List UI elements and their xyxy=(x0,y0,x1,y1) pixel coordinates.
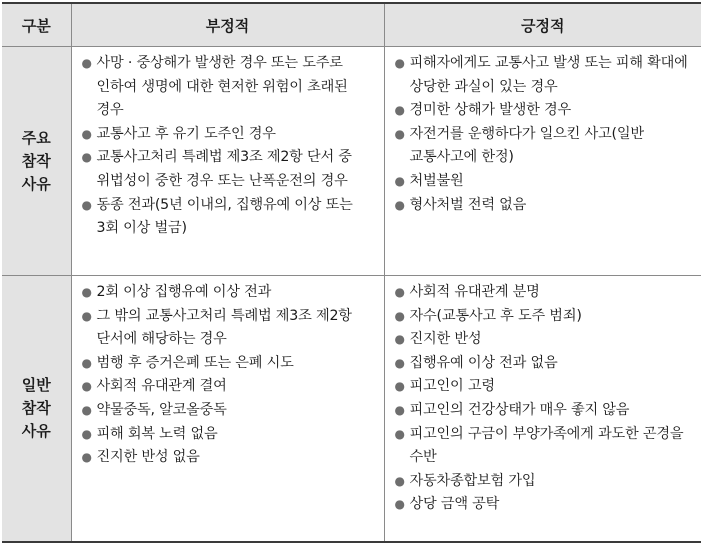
list-item xyxy=(395,328,692,352)
list-item xyxy=(395,375,692,399)
item-text: 경미한 상해가 발생한 경우 xyxy=(409,102,571,119)
list-item xyxy=(82,146,374,193)
bullet-icon: ● xyxy=(394,332,405,347)
list-item xyxy=(82,375,374,399)
positive-cell xyxy=(384,47,701,276)
bullet-icon: ● xyxy=(394,379,405,394)
item-text: 약물중독, 알코올중독 xyxy=(96,401,227,418)
bullet-icon: ● xyxy=(81,450,92,465)
item-text: 범행 후 증거은폐 또는 은폐 시도 xyxy=(96,354,294,371)
bullet-icon: ● xyxy=(81,56,92,70)
bullet-icon: ● xyxy=(394,426,405,441)
row-major-factors xyxy=(2,47,701,276)
category-label-line: 주요 xyxy=(21,128,51,147)
bullet-icon: ● xyxy=(81,379,92,394)
item-text: 교통사고 후 유기 도주인 경우 xyxy=(96,125,276,142)
bullet-icon: ● xyxy=(81,150,92,165)
bullet-icon: ● xyxy=(394,308,405,323)
list-item xyxy=(395,352,692,376)
list-item xyxy=(82,194,374,241)
category-label-line: 참작 xyxy=(21,399,51,417)
bullet-icon: ● xyxy=(394,197,405,212)
bullet-icon: ● xyxy=(81,197,92,212)
positive-list xyxy=(385,47,702,224)
category-label-line: 일반 xyxy=(21,376,51,394)
list-item xyxy=(395,305,692,329)
list-item xyxy=(395,123,692,170)
item-text: 피고인의 건강상태가 매우 좋지 않음 xyxy=(409,401,630,418)
bullet-icon: ● xyxy=(394,285,405,299)
item-text: 진지한 반성 없음 xyxy=(96,449,200,466)
list-item xyxy=(82,305,374,352)
list-item xyxy=(82,52,374,123)
item-text: 상당 금액 공탁 xyxy=(409,496,500,513)
negative-list xyxy=(72,276,384,477)
bullet-icon: ● xyxy=(394,126,405,141)
bullet-icon: ● xyxy=(81,355,92,370)
category-label-line: 참작 xyxy=(21,151,51,170)
list-item xyxy=(395,399,692,423)
item-text: 피해자에게도 교통사고 발생 또는 피해 확대에 상당한 과실이 있는 경우 xyxy=(409,55,688,95)
header-positive: 긍정적 xyxy=(384,3,701,47)
item-text: 사망 · 중상해가 발생한 경우 또는 도주로 인하여 생명에 대한 현저한 위험이 초래된 경우 xyxy=(96,55,348,119)
positive-cell xyxy=(384,276,701,543)
bullet-icon: ● xyxy=(394,355,405,370)
item-text: 동종 전과(5년 이내의, 집행유예 이상 또는 3회 이상 벌금) xyxy=(96,196,353,237)
item-text: 집행유예 이상 전과 없음 xyxy=(409,354,558,371)
category-cell xyxy=(2,47,71,276)
item-text: 피고인의 구금이 부양가족에게 과도한 곤경을 수반 xyxy=(409,425,684,466)
header-row xyxy=(2,3,701,47)
negative-list xyxy=(72,47,384,248)
list-item xyxy=(395,99,692,123)
list-item xyxy=(395,423,692,470)
negative-cell xyxy=(71,47,384,276)
item-text: 그 밖의 교통사고처리 특례법 제3조 제2항 단서에 해당하는 경우 xyxy=(96,307,352,348)
item-text: 자동차종합보험 가입 xyxy=(409,472,536,489)
bullet-icon: ● xyxy=(81,285,92,299)
bullet-icon: ● xyxy=(81,426,92,441)
list-item xyxy=(82,352,374,376)
table-body xyxy=(2,47,701,543)
item-text: 피해 회복 노력 없음 xyxy=(96,425,218,442)
row-general-factors xyxy=(2,276,701,543)
item-text: 처벌불원 xyxy=(409,172,464,189)
item-text: 자전거를 운행하다가 일으킨 사고(일반 교통사고에 한정) xyxy=(409,125,644,166)
item-text: 교통사고처리 특례법 제3조 제2항 단서 중 위법성이 중한 경우 또는 난폭운전의 경우 xyxy=(96,149,352,189)
list-item xyxy=(395,52,692,99)
item-text: 진지한 반성 xyxy=(409,331,482,348)
header-category: 구분 xyxy=(2,3,71,47)
list-item xyxy=(82,281,374,305)
list-item xyxy=(82,399,374,423)
item-text: 형사처벌 전력 없음 xyxy=(409,196,527,213)
bullet-icon: ● xyxy=(394,497,405,512)
item-text: 2회 이상 집행유예 이상 전과 xyxy=(96,284,272,300)
category-label-line: 사유 xyxy=(21,174,51,193)
list-item xyxy=(395,194,692,218)
bullet-icon: ● xyxy=(394,103,405,118)
bullet-icon: ● xyxy=(394,173,405,188)
sentencing-factors-table xyxy=(2,2,701,543)
bullet-icon: ● xyxy=(81,308,92,323)
item-text: 피고인이 고령 xyxy=(409,378,495,395)
item-text: 사회적 유대관계 결여 xyxy=(96,378,227,395)
list-item xyxy=(395,493,692,517)
list-item xyxy=(82,423,374,447)
category-label-line: 사유 xyxy=(21,422,51,440)
bullet-icon: ● xyxy=(81,126,92,141)
bullet-icon: ● xyxy=(81,402,92,417)
positive-list xyxy=(385,276,702,524)
list-item xyxy=(395,470,692,494)
item-text: 자수(교통사고 후 도주 범죄) xyxy=(409,307,582,324)
list-item xyxy=(82,123,374,147)
list-item xyxy=(395,170,692,194)
bullet-icon: ● xyxy=(394,473,405,488)
negative-cell xyxy=(71,276,384,543)
table-header xyxy=(2,3,701,47)
category-cell xyxy=(2,276,71,543)
bullet-icon: ● xyxy=(394,56,405,70)
header-negative: 부정적 xyxy=(71,3,384,47)
bullet-icon: ● xyxy=(394,402,405,417)
list-item xyxy=(395,281,692,305)
item-text: 사회적 유대관계 분명 xyxy=(409,284,540,300)
list-item xyxy=(82,446,374,470)
